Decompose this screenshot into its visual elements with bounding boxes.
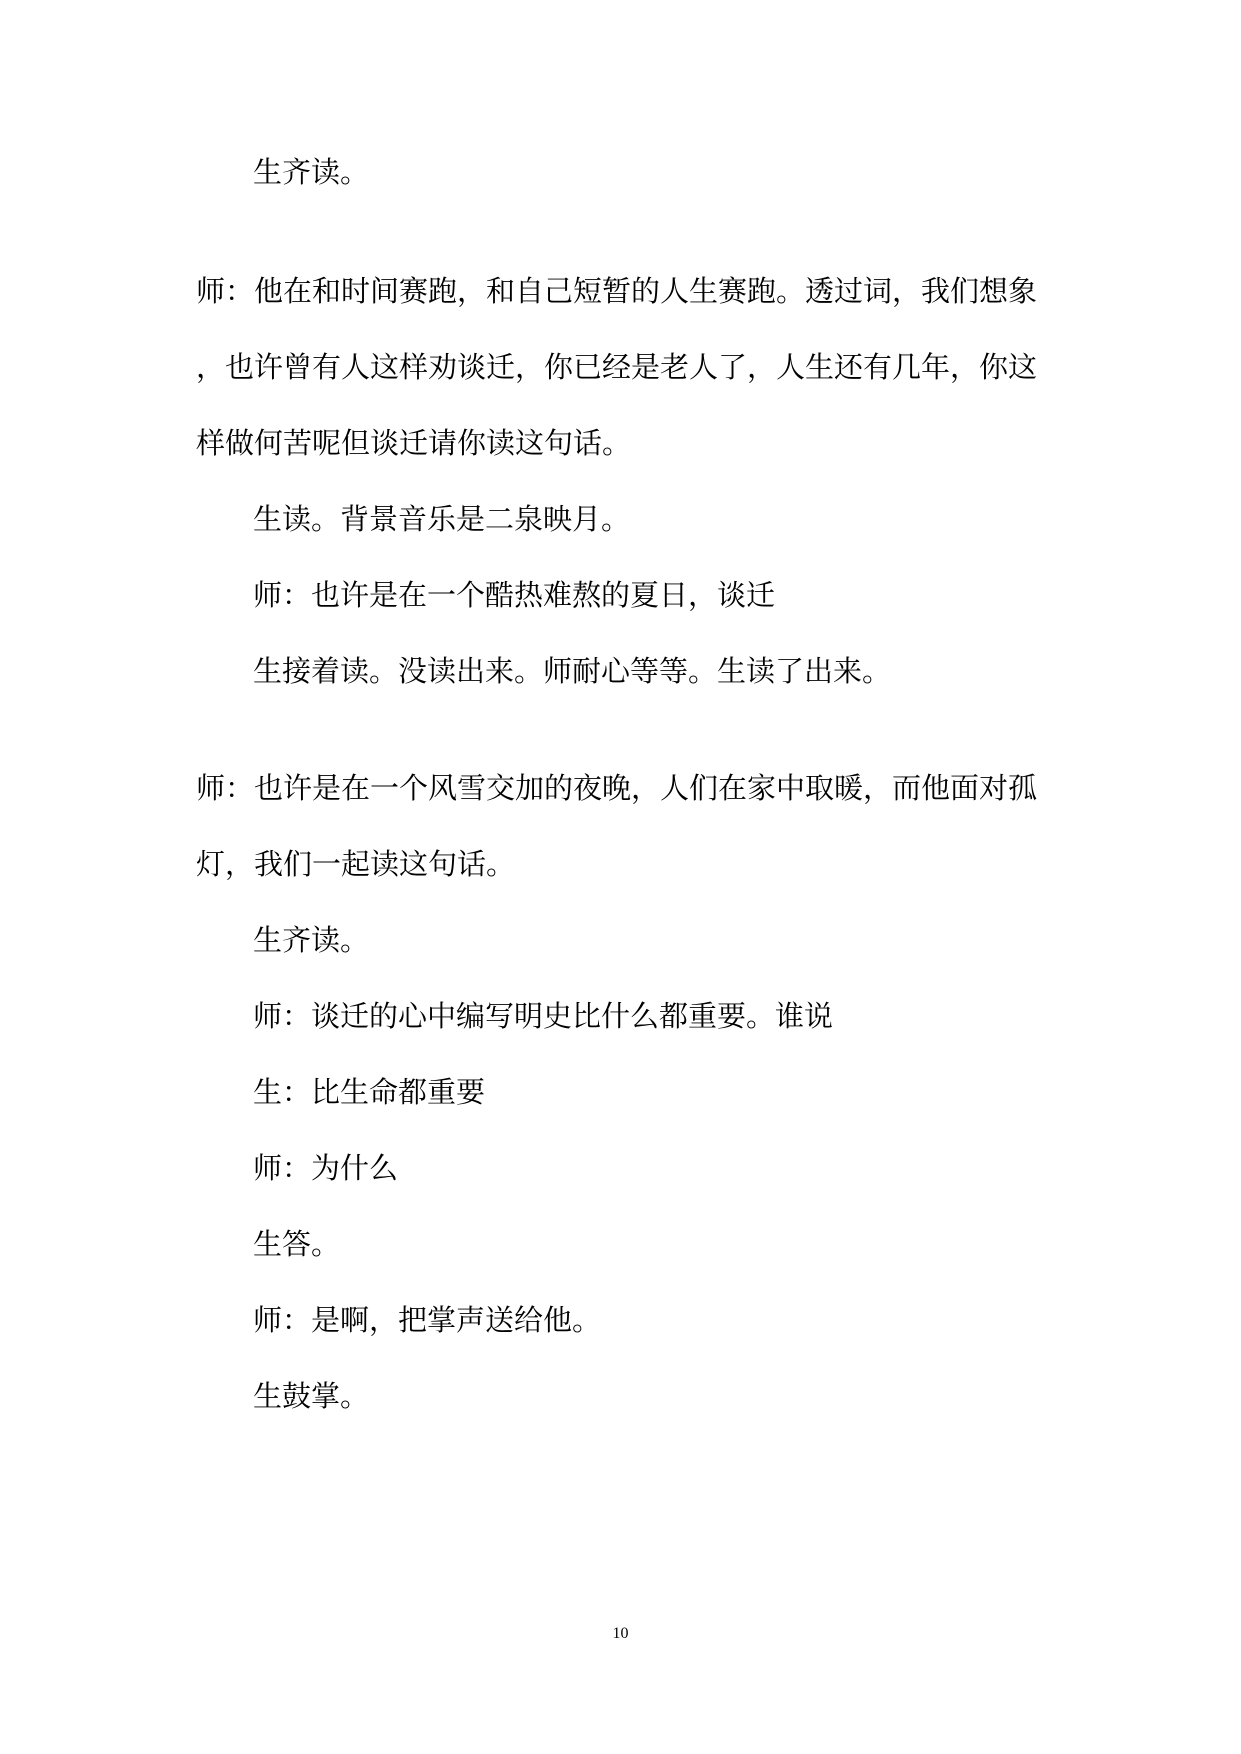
paragraph-line: 生读。背景音乐是二泉映月。 — [253, 502, 631, 536]
paragraph-line: 生鼓掌。 — [253, 1379, 370, 1413]
paragraph-line: 样做何苦呢但谈迁请你读这句话。 — [196, 426, 632, 460]
paragraph-line: 师：谈迁的心中编写明史比什么都重要。谁说 — [253, 999, 834, 1033]
paragraph-line: ，也许曾有人这样劝谈迁，你已经是老人了，人生还有几年，你这 — [196, 350, 1038, 384]
paragraph-line: 生：比生命都重要 — [253, 1075, 486, 1109]
paragraph-line: 师：他在和时间赛跑，和自己短暂的人生赛跑。透过词，我们想象 — [196, 274, 1038, 308]
paragraph-line: 生齐读。 — [253, 155, 370, 189]
paragraph-line: 师：也许是在一个风雪交加的夜晚，人们在家中取暖，而他面对孤 — [196, 771, 1038, 805]
paragraph-line: 师：是啊，把掌声送给他。 — [253, 1303, 602, 1337]
paragraph-line: 灯，我们一起读这句话。 — [196, 847, 516, 881]
paragraph-line: 师：也许是在一个酷热难熬的夏日，谈迁 — [253, 578, 776, 612]
page-number: 10 — [612, 1625, 629, 1642]
paragraph-line: 生答。 — [253, 1227, 341, 1261]
paragraph-line: 生齐读。 — [253, 923, 370, 957]
paragraph-line: 师：为什么 — [253, 1151, 399, 1185]
paragraph-line: 生接着读。没读出来。师耐心等等。生读了出来。 — [253, 654, 892, 688]
